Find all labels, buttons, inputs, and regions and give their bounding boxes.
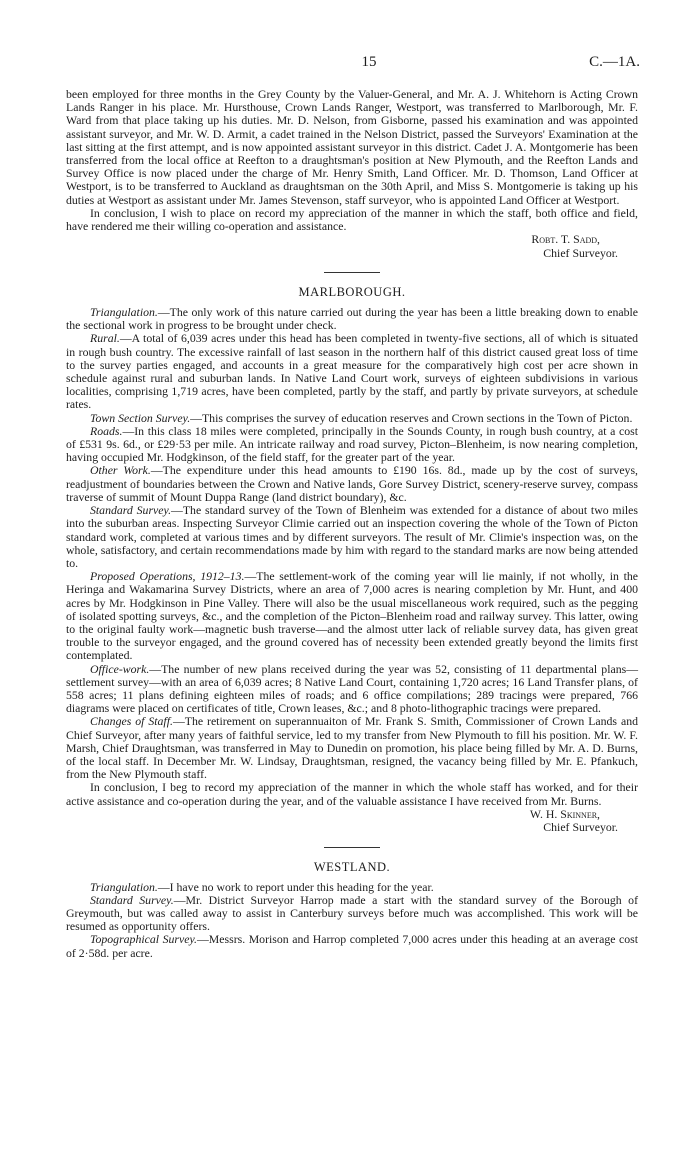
paragraph-lead: Changes of Staff. [90,714,173,729]
section-heading-westland: WESTLAND. [313,859,391,874]
document-body [66,88,638,960]
intro-conclusion: In conclusion, I wish to place on record my appreciation of the manner in which the staff, both office and field, have rendered me their willing co-operation and assistance. [66,205,638,234]
signature-name: W. H. Skinner, [529,806,600,821]
section-paragraph [66,464,638,504]
intro-paragraph: been employed for three months in the Grey County by the Valuer-General, and Mr. A. J. Whitehorn is Acting Crown Lands Ranger in his place. Mr. Hursthouse, Crown Lands Ranger, Westport, was transferred to Marlborough, Mr. F. Ward from that place taking up his duties. Mr. D. Nelson, from Gisborne, passed his examination and was appointed assistant surveyor, and Mr. W. D. Armit, a cadet trained in the Nelson District, passed the Surveyors' Examination at the last sitting at the first attempt, and is now appointed assistant surveyor in this district. Cadet J. A. Montgomerie has been transferred from the local office at Reefton to a draughtsman's position at New Plymouth, and the Reefton Lands and Survey Office is now placed under the charge of Mr. Henry Smith, Land Officer. Mr. D. Thomson, Land Officer at Westport, is to be transferred to Auckland as draughtsman on the 30th April, and Miss S. Montgomerie is taking up his duties at Westport as assistant under Mr. James Stevenson, staff surveyor, who is appointed Land Officer at Westport. [66,87,638,207]
paragraph-text: —A total of 6,039 acres under this head has been completed in twenty-five sections, all of which is situated in rough bush country. The excessive rainfall of last season in the northern half of this district caused great loss of time to the survey parties engaged, and accounts in a great measure for the comparatively high cost per acre shown in schedule against rural and suburban lands. In Native Land Court work, surveys of eighteen subdivisions in various localities, comprising 1,719 acres, have been completed, partly by the staff, and partly by private surveyors, at schedule rates. [66,331,638,412]
paragraph-lead: Standard Survey. [90,503,172,518]
paragraph-text: —Mr. District Surveyor Harrop made a start with the standard survey of the Borough of Greymouth, but was called away to assist in Canterbury surveys before much was accomplished. This work will be resumed as opportunity offers. [66,892,638,934]
paragraph-lead: Rural. [90,331,120,346]
marlborough-section [66,306,638,808]
signature-title: Chief Surveyor. [543,245,618,260]
paragraph-lead: Roads. [90,423,123,438]
document-reference: C.—1A. [589,54,640,70]
section-paragraph [66,715,638,781]
section-paragraph [66,504,638,570]
section-paragraph [66,894,638,934]
paragraph-text: —The retirement on superannuaiton of Mr. Frank S. Smith, Commissioner of Crown Lands and Chief Surveyor, after many years of faithful service, led to my transfer from New Plymouth to fill his position. Mr. W. F. Marsh, Chief Draughtsman, was transferred in May to Dunedin on promotion, his place being filled by Mr. A. D. Burns, of the local staff. In December Mr. W. Lindsay, Draughtsman, resigned, the vacancy being filled by Mr. E. Pfankuch, from the New Plymouth staff. [66,714,638,782]
paragraph-text: —In this class 18 miles were completed, principally in the Sounds County, in rough bush country, at a cost of £531 9s. 6d., or £29·53 per mile. An intricate railway and road survey, Picton–Blenheim, is now nearing completion, having occupied Mr. Hodgkinson, of the field staff, for the greater part of the year. [66,423,638,465]
section-paragraph [66,570,638,662]
paragraph-text: —The expenditure under this head amounts to £190 16s. 8d., made up by the cost of surveys, readjustment of boundaries between the Crown and Native lands, Gore Survey District, scenery-reserve survey, compass traverse of summit of Mount Duppa Range (land district boundary), &c. [66,463,638,504]
signature-block [66,808,638,835]
section-paragraph [66,663,638,716]
section-paragraph [66,332,638,411]
paragraph-lead: Other Work. [90,463,151,478]
paragraph-lead: Standard Survey. [90,892,174,907]
signature-name: Robt. T. Sadd, [531,232,600,247]
paragraph-text: —The only work of this nature carried out during the year has been a little breaking down to enable the sectional work in progress to be brought under check. [66,305,638,333]
page-number: 15 [361,54,377,70]
paragraph-lead: Topographical Survey. [90,932,197,947]
section-heading-marlborough: MARLBOROUGH. [298,285,406,300]
signature-title: Chief Surveyor. [543,820,618,835]
section-divider [324,847,380,848]
paragraph-lead: Triangulation. [90,879,158,894]
section-paragraph [66,933,638,959]
paragraph-lead: Proposed Operations, 1912–13. [90,569,245,584]
paragraph-text: —This comprises the survey of education reserves and Crown sections in the Town of Picton. [190,410,633,425]
paragraph-text: —The settlement-work of the coming year will lie mainly, if not wholly, in the Heringa and Wakamarina Survey Districts, where an area of 7,000 acres is nearing completion by Mr. Hunt, and 400 acres by Mr. Hodgkinson in Pine Valley. There will also be the usual miscellaneous work required, such as the pegging of isolated spotting surveys, &c., and the completion of the Picton–Blenheim road and railway survey. This latter, owing to the original faulty work—magnetic bush traverse—and the almost utter lack of reliable survey data, has given great trouble to the surveyor engaged, and the ground covered has of necessity been extended greatly beyond the limits first contemplated. [66,569,639,663]
section-paragraph [66,425,638,465]
section-paragraph [66,306,638,332]
paragraph-text: —I have no work to report under this heading for the year. [157,879,434,894]
westland-section [66,881,638,960]
section-paragraph [66,781,638,807]
paragraph-lead: Triangulation. [90,305,158,320]
paragraph-text: —The standard survey of the Town of Blenheim was extended for a distance of about two miles into the suburban areas. Inspecting Surveyor Climie carried out an inspection covering the whole of the Town of Picton standard work, completed at various times and by different surveyors. The result of Mr. Climie's inspection was, on the whole, satisfactory, and certain recommendations made by him with regard to the standard marks are now being attended to. [66,503,638,570]
paragraph-lead: Office-work. [90,661,150,676]
paragraph-lead: Town Section Survey. [90,410,191,425]
page-header [98,54,640,74]
paragraph-text: —Messrs. Morison and Harrop completed 7,000 acres under this heading at an average cost of 2·58d. per acre. [66,932,638,960]
signature-block [66,233,638,260]
paragraph-text: —The number of new plans received during the year was 52, consisting of 11 departmental plans—settlement survey—with an area of 6,039 acres; 8 Native Land Court, containing 1,720 acres; 16 Land Transfer plans, of 558 acres; 11 plans defining eighteen miles of roads; and 6 office compilations; 289 tracings were prepared, 766 diagrams were placed on certificates of title, Crown leases, &c.; and 8 photo-lithographic tracings were prepared. [66,661,638,716]
section-divider [324,272,380,273]
paragraph-text: In conclusion, I beg to record my appreciation of the manner in which the whole staff has worked, and for their active assistance and co-operation during the year, and of the valuable assistance I have received from Mr. Burns. [66,780,638,808]
